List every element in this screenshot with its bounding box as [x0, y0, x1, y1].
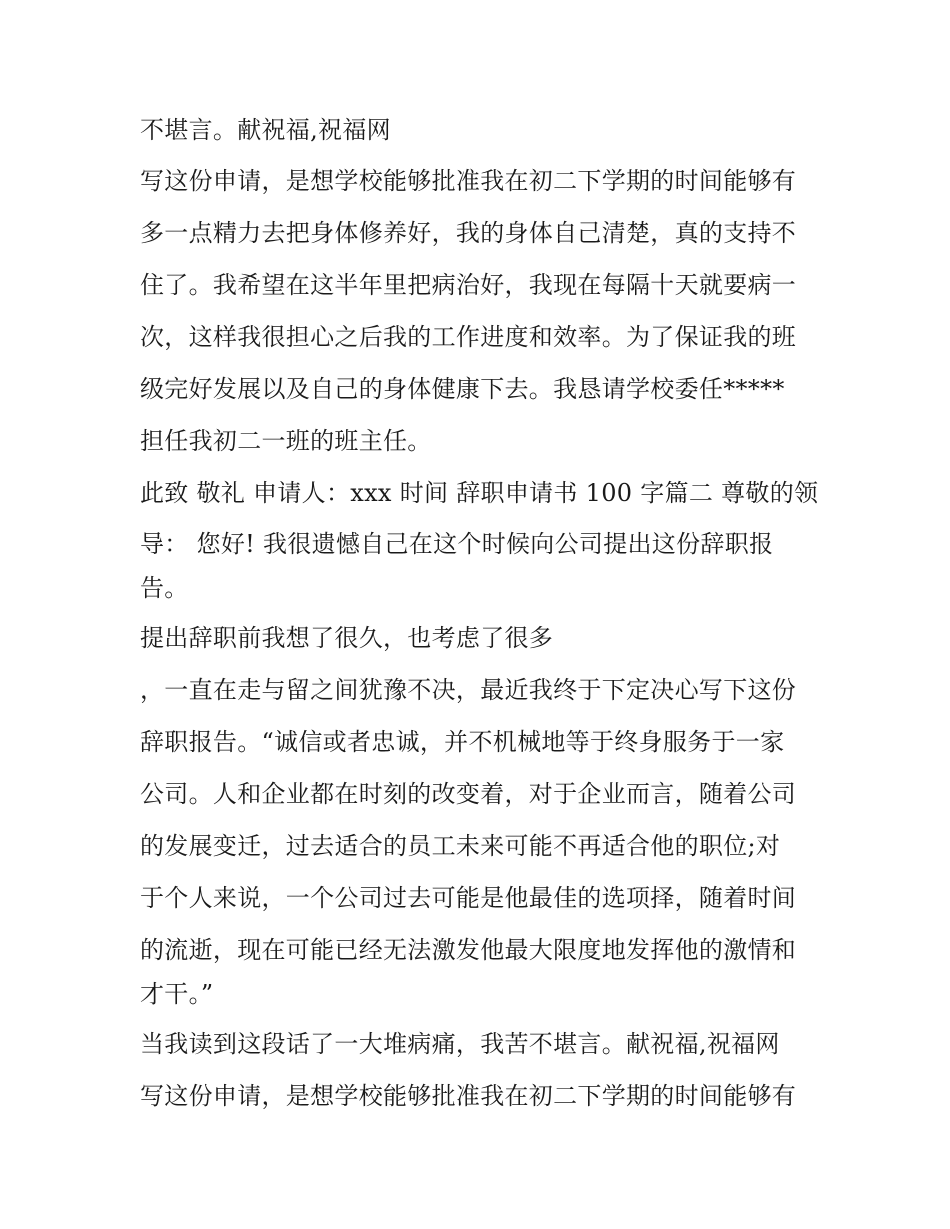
- text-line: 的流逝，现在可能已经无法激发他最大限度地发挥他的激情和: [140, 936, 797, 964]
- text-line: 多一点精力去把身体修养好，我的身体自己清楚，真的支持不: [140, 219, 797, 247]
- text-line: 不堪言。献祝福,祝福网: [140, 116, 391, 144]
- text-line: 的发展变迁，过去适合的员工未来可能不再适合他的职位;对: [140, 832, 781, 860]
- text-line: 担任我初二一班的班主任。: [140, 427, 432, 455]
- text-line: 写这份申请，是想学校能够批准我在初二下学期的时间能够有: [140, 167, 797, 195]
- text-line: 辞职报告。“诚信或者忠诚，并不机械地等于终身服务于一家: [140, 728, 785, 756]
- text-line: 告。: [140, 574, 189, 602]
- text-line: 此致 敬礼 申请人：xxx 时间 辞职申请书 100 字篇二 尊敬的领: [140, 479, 819, 507]
- text-line: 级完好发展以及自己的身体健康下去。我恳请学校委任*****: [140, 375, 785, 403]
- text-line: ，一直在走与留之间犹豫不决，最近我终于下定决心写下这份: [140, 676, 797, 704]
- text-line: 写这份申请，是想学校能够批准我在初二下学期的时间能够有: [140, 1082, 797, 1110]
- text-line: 于个人来说，一个公司过去可能是他最佳的选项择，随着时间: [140, 884, 797, 912]
- text-line: 导： 您好! 我很遗憾自己在这个时候向公司提出这份辞职报: [140, 530, 774, 558]
- text-line: 提出辞职前我想了很久，也考虑了很多: [140, 624, 554, 652]
- text-line: 才干。”: [140, 980, 214, 1008]
- text-line: 次，这样我很担心之后我的工作进度和效率。为了保证我的班: [140, 323, 797, 351]
- text-line: 当我读到这段话了一大堆病痛，我苦不堪言。献祝福,祝福网: [140, 1030, 780, 1058]
- text-line: 住了。我希望在这半年里把病治好，我现在每隔十天就要病一: [140, 271, 797, 299]
- text-line: 公司。人和企业都在时刻的改变着，对于企业而言，随着公司: [140, 780, 797, 808]
